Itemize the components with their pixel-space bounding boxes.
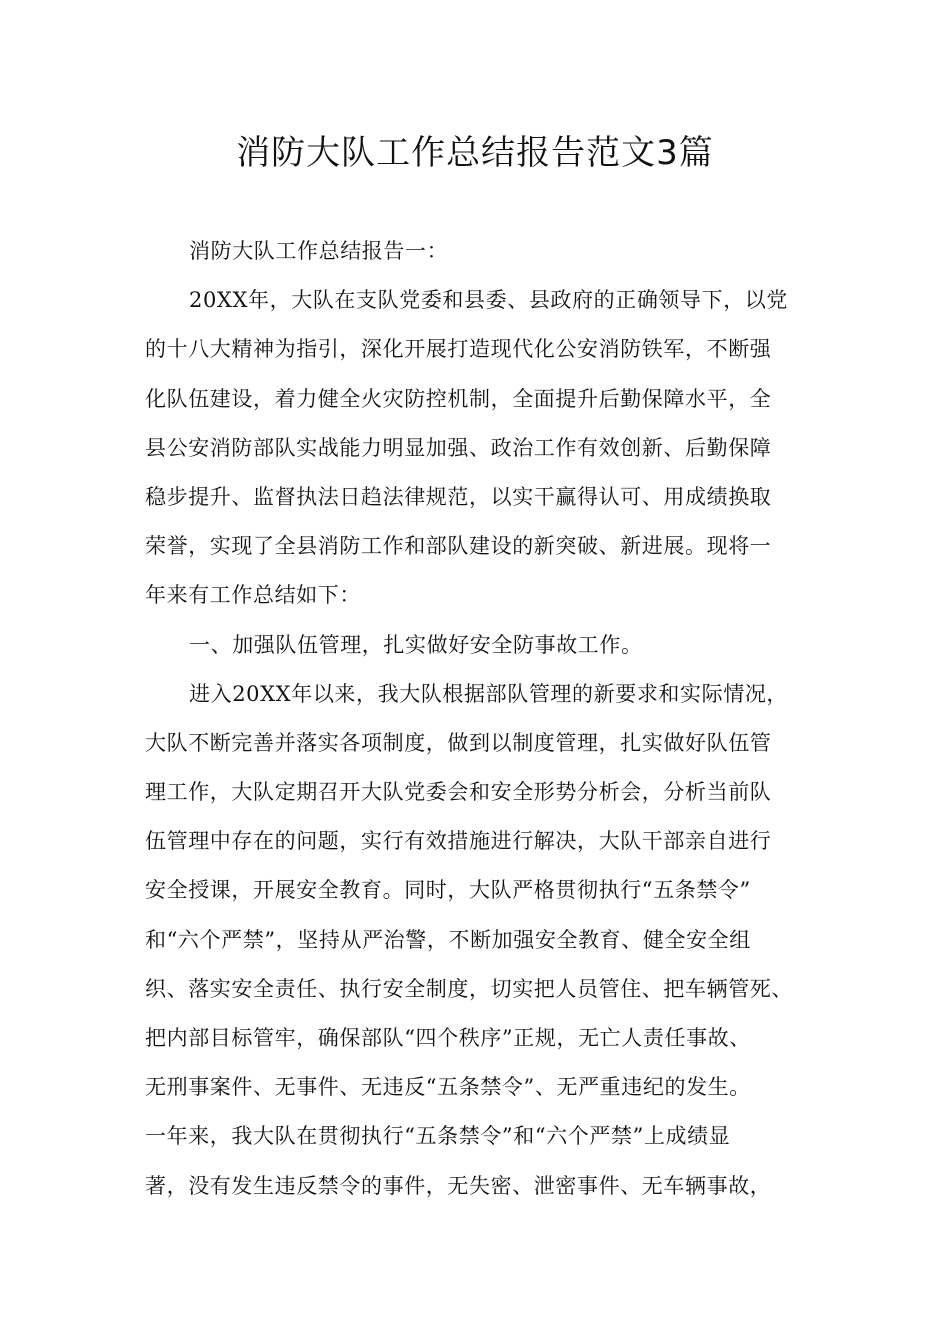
text-line: 理工作，大队定期召开大队党委会和安全形势分析会，分析当前队: [145, 780, 772, 805]
text-line: 消防大队工作总结报告一：: [189, 239, 449, 263]
text-line: 和“六个严禁”，坚持从严治警，不断加强安全教育、健全安全组: [145, 927, 751, 952]
text-line: 著，没有发生违反禁令的事件，无失密、泄密事件、无车辆事故，: [145, 1173, 772, 1198]
text-line: 县公安消防部队实战能力明显加强、政治工作有效创新、后勤保障: [145, 435, 772, 460]
text-line: 大队不断完善并落实各项制度，做到以制度管理，扎实做好队伍管: [145, 730, 772, 755]
text-line: 的十八大精神为指引，深化开展打造现代化公安消防铁军，不断强: [145, 337, 772, 362]
text-line: 化队伍建设，着力健全火灾防控机制，全面提升后勤保障水平，全: [145, 386, 772, 411]
text-line: 20XX年，大队在支队党委和县委、县政府的正确领导下，以党: [189, 288, 789, 313]
text-line: 一、加强队伍管理，扎实做好安全防事故工作。: [189, 632, 643, 657]
text-line: 一年来，我大队在贯彻执行“五条禁令”和“六个严禁”上成绩显: [145, 1124, 731, 1149]
document-body: [145, 227, 810, 1211]
text-line: 进入20XX年以来，我大队根据部队管理的新要求和实际情况，: [189, 681, 789, 706]
text-line: 年来有工作总结如下：: [145, 583, 361, 608]
text-line: 稳步提升、监督执法日趋法律规范，以实干赢得认可、用成绩换取: [145, 484, 772, 509]
text-line: 把内部目标管牢，确保部队“四个秩序”正规，无亡人责任事故、: [145, 1026, 751, 1050]
text-line: 安全授课，开展安全教育。同时，大队严格贯彻执行“五条禁令”: [145, 878, 751, 903]
document-title: 消防大队工作总结报告范文3篇: [236, 133, 714, 173]
text-line: 荣誉，实现了全县消防工作和部队建设的新突破、新进展。现将一: [145, 534, 772, 559]
text-line: 织、落实安全责任、执行安全制度，切实把人员管住、把车辆管死、: [145, 976, 793, 1001]
text-line: 伍管理中存在的问题，实行有效措施进行解决，大队干部亲自进行: [145, 829, 772, 854]
text-line: 无刑事案件、无事件、无违反“五条禁令”、无严重违纪的发生。: [145, 1075, 751, 1100]
